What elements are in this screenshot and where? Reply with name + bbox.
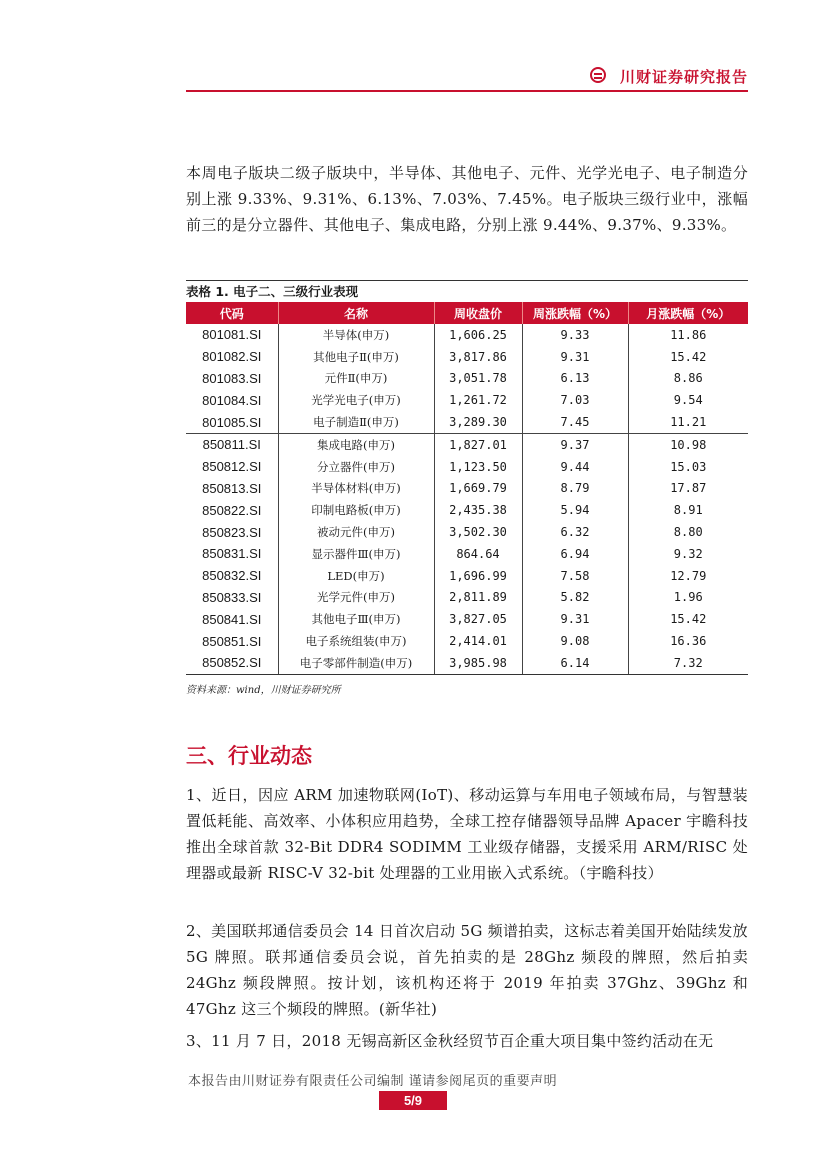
close-cell: 3,985.98 xyxy=(434,652,522,674)
report-header-title: 川财证券研究报告 xyxy=(619,68,748,86)
name-cell: 半导体(申万) xyxy=(278,324,434,346)
name-cell: 其他电子Ⅲ(申万) xyxy=(278,608,434,630)
code-cell: 850812.SI xyxy=(202,459,262,475)
code-cell: 850831.SI xyxy=(202,546,262,562)
monthly-change-cell: 15.03 xyxy=(628,456,748,478)
code-cell: 801085.SI xyxy=(202,414,262,430)
monthly-change-cell: 8.91 xyxy=(628,499,748,521)
monthly-change-cell: 15.42 xyxy=(628,346,748,368)
section-title: 三、行业动态 xyxy=(186,744,312,768)
close-cell: 1,261.72 xyxy=(434,389,522,411)
column-header-name: 名称 xyxy=(278,302,434,324)
report-header xyxy=(186,62,748,92)
close-cell: 1,696.99 xyxy=(434,565,522,587)
monthly-change-cell: 17.87 xyxy=(628,478,748,500)
table-row xyxy=(186,324,748,346)
code-cell: 801082.SI xyxy=(202,349,262,365)
news-paragraph-2: 2、美国联邦通信委员会 14 日首次启动 5G 频谱拍卖，这标志着美国开始陆续发放 5G 牌照。联邦通信委员会说，首先拍卖的是 28Ghz 频段的牌照，然后拍卖 24Ghz 频段牌照。按计划，该机构还将于 2019 年拍卖 37Ghz、39Ghz 和 47Ghz 这三个频段的牌照。(新华社) xyxy=(186,922,748,1018)
sichuan-securities-logo-icon xyxy=(590,67,606,83)
name-cell: 电子零部件制造(申万) xyxy=(278,652,434,674)
close-cell: 3,502.30 xyxy=(434,521,522,543)
weekly-change-cell: 8.79 xyxy=(522,478,628,500)
close-cell: 3,817.86 xyxy=(434,346,522,368)
column-header-close: 周收盘价 xyxy=(434,302,522,324)
news-paragraph-3: 3、11 月 7 日，2018 无锡高新区金秋经贸节百企重大项目集中签约活动在无 xyxy=(186,1032,714,1050)
name-cell: 半导体材料(申万) xyxy=(278,478,434,500)
weekly-change-cell: 9.33 xyxy=(522,324,628,346)
weekly-change-cell: 7.03 xyxy=(522,389,628,411)
table-row xyxy=(186,587,748,609)
code-cell: 850852.SI xyxy=(186,652,278,674)
code-cell: 850841.SI xyxy=(202,611,262,627)
code-cell: 850832.SI xyxy=(202,568,262,584)
weekly-change-cell: 6.14 xyxy=(522,652,628,674)
close-cell: 3,289.30 xyxy=(434,411,522,433)
table-row xyxy=(186,630,748,652)
name-cell: 显示器件Ⅲ(申万) xyxy=(278,543,434,565)
page-number: 5/9 xyxy=(379,1091,447,1110)
column-header-weekly-change: 周涨跌幅（%） xyxy=(522,302,628,324)
monthly-change-cell: 15.42 xyxy=(628,608,748,630)
close-cell: 3,051.78 xyxy=(434,368,522,390)
monthly-change-cell: 16.36 xyxy=(628,630,748,652)
weekly-change-cell: 9.37 xyxy=(522,433,628,455)
close-cell: 1,606.25 xyxy=(434,324,522,346)
monthly-change-cell: 12.79 xyxy=(628,565,748,587)
industry-performance-table xyxy=(186,302,748,675)
monthly-change-cell: 9.32 xyxy=(628,543,748,565)
close-cell: 2,811.89 xyxy=(434,587,522,609)
name-cell: 被动元件(申万) xyxy=(278,521,434,543)
weekly-change-cell: 5.82 xyxy=(522,587,628,609)
name-cell: 光学元件(申万) xyxy=(278,587,434,609)
monthly-change-cell: 10.98 xyxy=(628,433,748,455)
table-source-note: 资料来源：wind，川财证券研究所 xyxy=(186,684,341,696)
close-cell: 1,123.50 xyxy=(434,456,522,478)
close-cell: 1,669.79 xyxy=(434,478,522,500)
table-row xyxy=(186,433,748,455)
monthly-change-cell: 11.86 xyxy=(628,324,748,346)
close-cell: 1,827.01 xyxy=(434,433,522,455)
industry-performance-table-block xyxy=(186,280,748,696)
monthly-change-cell: 8.86 xyxy=(628,368,748,390)
monthly-change-cell: 7.32 xyxy=(628,652,748,674)
code-cell: 801084.SI xyxy=(202,392,262,408)
name-cell: 电子制造Ⅱ(申万) xyxy=(278,411,434,433)
table-row xyxy=(186,543,748,565)
header-divider xyxy=(186,90,748,92)
footer-disclaimer: 本报告由川财证券有限责任公司编制 谨请参阅尾页的重要声明 xyxy=(188,1074,558,1089)
weekly-change-cell: 7.45 xyxy=(522,411,628,433)
table-row xyxy=(186,521,748,543)
table-row xyxy=(186,608,748,630)
table-row xyxy=(186,478,748,500)
column-header-code: 代码 xyxy=(186,302,278,324)
table-row xyxy=(186,456,748,478)
weekly-change-cell: 6.32 xyxy=(522,521,628,543)
news-paragraph-1: 1、近日，因应 ARM 加速物联网(IoT)、移动运算与车用电子领域布局，与智慧装置低耗能、高效率、小体积应用趋势，全球工控存储器领导品牌 Apacer 宇瞻科技推出全球首款 32-Bit DDR4 SODIMM 工业级存储器，支援采用 ARM/RISC 处理器或最新 RISC-V 32-bit 处理器的工业用嵌入式系统。（宇瞻科技） xyxy=(186,786,748,882)
name-cell: LED(申万) xyxy=(278,565,434,587)
weekly-change-cell: 6.13 xyxy=(522,368,628,390)
name-cell: 光学光电子(申万) xyxy=(278,389,434,411)
weekly-change-cell: 9.31 xyxy=(522,608,628,630)
close-cell: 2,414.01 xyxy=(434,630,522,652)
code-cell: 850833.SI xyxy=(202,589,262,605)
name-cell: 分立器件(申万) xyxy=(278,456,434,478)
name-cell: 印制电路板(申万) xyxy=(278,499,434,521)
table-row xyxy=(186,389,748,411)
table-row xyxy=(186,652,748,674)
code-cell: 850813.SI xyxy=(202,480,262,496)
table-row xyxy=(186,368,748,390)
code-cell: 850823.SI xyxy=(202,524,262,540)
table-row xyxy=(186,499,748,521)
monthly-change-cell: 9.54 xyxy=(628,389,748,411)
weekly-change-cell: 9.44 xyxy=(522,456,628,478)
weekly-change-cell: 5.94 xyxy=(522,499,628,521)
code-cell: 850822.SI xyxy=(202,502,262,518)
name-cell: 其他电子Ⅱ(申万) xyxy=(278,346,434,368)
intro-paragraph: 本周电子版块二级子版块中，半导体、其他电子、元件、光学光电子、电子制造分别上涨 9.33%、9.31%、6.13%、7.03%、7.45%。电子版块三级行业中，涨幅前三的是分立器件、其他电子、集成电路，分别上涨 9.44%、9.37%、9.33%。 xyxy=(186,164,748,234)
weekly-change-cell: 9.08 xyxy=(522,630,628,652)
code-cell: 801083.SI xyxy=(202,370,262,386)
weekly-change-cell: 7.58 xyxy=(522,565,628,587)
table-body xyxy=(186,324,748,674)
column-header-monthly-change: 月涨跌幅（%） xyxy=(628,302,748,324)
weekly-change-cell: 9.31 xyxy=(522,346,628,368)
code-cell: 850851.SI xyxy=(202,633,262,649)
code-cell: 850811.SI xyxy=(186,433,278,455)
name-cell: 集成电路(申万) xyxy=(278,433,434,455)
table-row xyxy=(186,411,748,433)
code-cell: 801081.SI xyxy=(202,327,262,343)
table-row xyxy=(186,346,748,368)
weekly-change-cell: 6.94 xyxy=(522,543,628,565)
table-header-row xyxy=(186,302,748,324)
table-caption: 表格 1. 电子二、三级行业表现 xyxy=(186,284,359,299)
table-row xyxy=(186,565,748,587)
close-cell: 864.64 xyxy=(434,543,522,565)
monthly-change-cell: 8.80 xyxy=(628,521,748,543)
name-cell: 元件Ⅱ(申万) xyxy=(278,368,434,390)
monthly-change-cell: 1.96 xyxy=(628,587,748,609)
monthly-change-cell: 11.21 xyxy=(628,411,748,433)
close-cell: 2,435.38 xyxy=(434,499,522,521)
name-cell: 电子系统组装(申万) xyxy=(278,630,434,652)
close-cell: 3,827.05 xyxy=(434,608,522,630)
